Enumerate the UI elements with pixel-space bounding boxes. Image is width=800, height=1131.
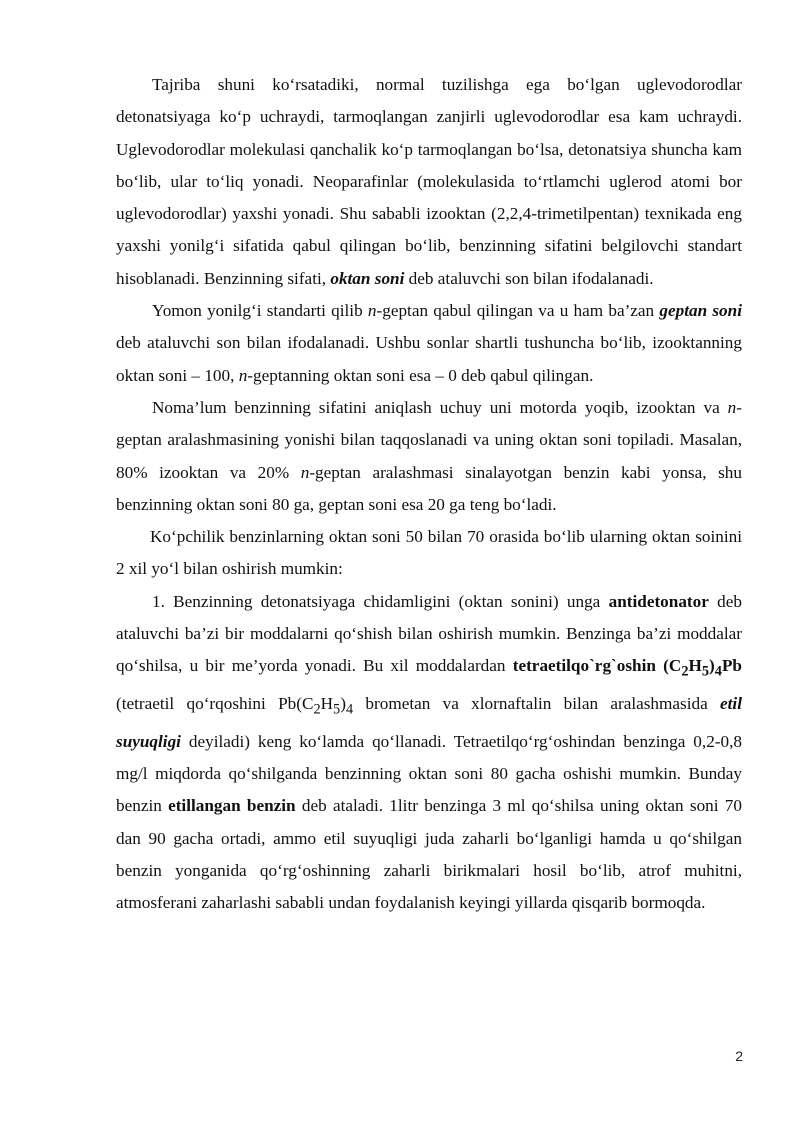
paragraph-octane-test — [116, 392, 742, 521]
paragraph-antidetonator — [116, 586, 742, 920]
paragraph-text: deb ataluvchi ba’zi bir moddalarni qo‘shish bilan oshirish mumkin. Benzinga ba’zi moddalar qo‘shilsa, u bir me’yorda yonadi. Bu xil moddalardan — [116, 591, 742, 676]
paragraph-text: Ko‘pchilik benzinlarning oktan soni 50 bilan 70 orasida bo‘lib ularning oktan soinini 2 xil yo‘l bilan oshirish mumkin: — [116, 527, 742, 579]
italic-n-prefix: n — [367, 301, 377, 321]
paragraph-text: Tajriba shuni ko‘rsatadiki, normal tuzilishga ega bo‘lgan uglevodorodlar detonatsiyaga ko‘p uchraydi, tarmoqlangan zanjirli uglevodorodlar esa kam uchraydi. Uglevodorodlar molekulasi qanchalik ko‘p tarmoqlangan bo‘lsa, detonatsiya shuncha kam bo‘lib, ular to‘liq yonadi. Neoparafinlar (molekulasida to‘rtlamchi uglerod atomi bor uglevodorodlar) yaxshi yonadi. Shu sababli izooktan (2,2,4-trimetilpentan) texnikada eng yaxshi yonilg‘i sifatida qabul qilingan bo‘lib, benzinning sifatini belgilovchi standart hisoblanadi. Benzinning sifati, — [116, 75, 742, 288]
term-etil-suyuqligi: etil suyuqligi — [116, 694, 742, 751]
formula-tetraetilqorgoshin — [512, 656, 742, 680]
page-number: 2 — [735, 1048, 743, 1064]
formula-subscript: 4 — [345, 701, 354, 718]
paragraph-text: -geptan aralashmasi sinalayotgan benzin kabi yonsa, shu benzinning oktan soni 80 ga, geptan soni esa 20 ga teng bo‘ladi. — [116, 462, 742, 514]
paragraph-text: deyiladi) keng ko‘lamda qo‘llanadi. Tetraetilqo‘rg‘oshindan benzinga 0,2-0,8 mg/l miqdorda qo‘shilganda benzinning oktan soni 80 gacha oshishi mumkin. Bunday benzin — [116, 731, 742, 816]
paragraph-octane-range — [116, 521, 742, 586]
term-oktan-soni: oktan soni — [330, 268, 405, 288]
italic-n-prefix: n — [300, 462, 310, 482]
paragraph-text: Noma’lum benzinning sifatini aniqlash uchuy uni motorda yoqib, izooktan va — [152, 397, 728, 417]
paragraph-text: (tetraetil qo‘rqoshini Pb(C — [116, 694, 314, 714]
italic-n-prefix: n — [238, 365, 248, 385]
formula-subscript: 4 — [714, 663, 722, 680]
paragraph-text: deb ataluvchi son bilan ifodalanadi. Ushbu sonlar shartli tushuncha bo‘lib, izooktanning oktan soni – 100, — [116, 333, 742, 385]
formula-subscript: 5 — [333, 701, 341, 718]
paragraph-text: deb ataladi. 1litr benzinga 3 ml qo‘shilsa uning oktan soni 70 dan 90 gacha ortadi, ammo etil suyuqligi juda zaharli bo‘lganligi hamda u qo‘shilgan benzin yonganida qo‘rg‘oshinning zaharli birikmalari hosil bo‘lib, atrof muhitni, atmosferani zaharlashi sababli undan foydalanish keyingi yillarda qisqarib bormoqda. — [116, 796, 742, 913]
paragraph-detonation — [116, 69, 742, 295]
paragraph-text: -geptan qabul qilingan va u ham ba’zan — [376, 301, 660, 321]
paragraph-heptane — [116, 295, 742, 392]
paragraph-text: -geptanning oktan soni esa – 0 deb qabul qilingan. — [247, 365, 594, 385]
paragraph-text: -geptan aralashmasining yonishi bilan taqqoslanadi va uning oktan soni topiladi. Masalan, 80% izooktan va 20% — [116, 397, 742, 482]
italic-n-prefix: n — [727, 397, 737, 417]
paragraph-text: H — [320, 694, 334, 714]
formula-subscript: 5 — [701, 663, 710, 680]
formula-subscript: 2 — [681, 663, 689, 680]
term-antidetonator: antidetonator — [608, 591, 709, 611]
paragraph-text: ) — [340, 694, 346, 714]
paragraph-text: Yomon yonilg‘i standarti qilib — [152, 301, 368, 321]
formula-part: Pb — [721, 656, 742, 676]
term-etillangan-benzin: etillangan benzin — [168, 796, 296, 816]
paragraph-text: brometan va xlornaftalin bilan aralashmasida — [353, 694, 721, 714]
paragraph-text: deb ataluvchi son bilan ifodalanadi. — [404, 268, 654, 288]
formula-part: ) — [709, 656, 715, 676]
document-body — [116, 69, 742, 920]
formula-subscript: 2 — [313, 701, 321, 718]
formula-part: H — [688, 656, 702, 676]
term-geptan-soni: geptan soni — [659, 301, 742, 321]
formula-part: tetraetilqo`rg`oshin (C — [512, 656, 682, 676]
paragraph-text: 1. Benzinning detonatsiyaga chidamligini (oktan sonini) unga — [152, 591, 609, 611]
